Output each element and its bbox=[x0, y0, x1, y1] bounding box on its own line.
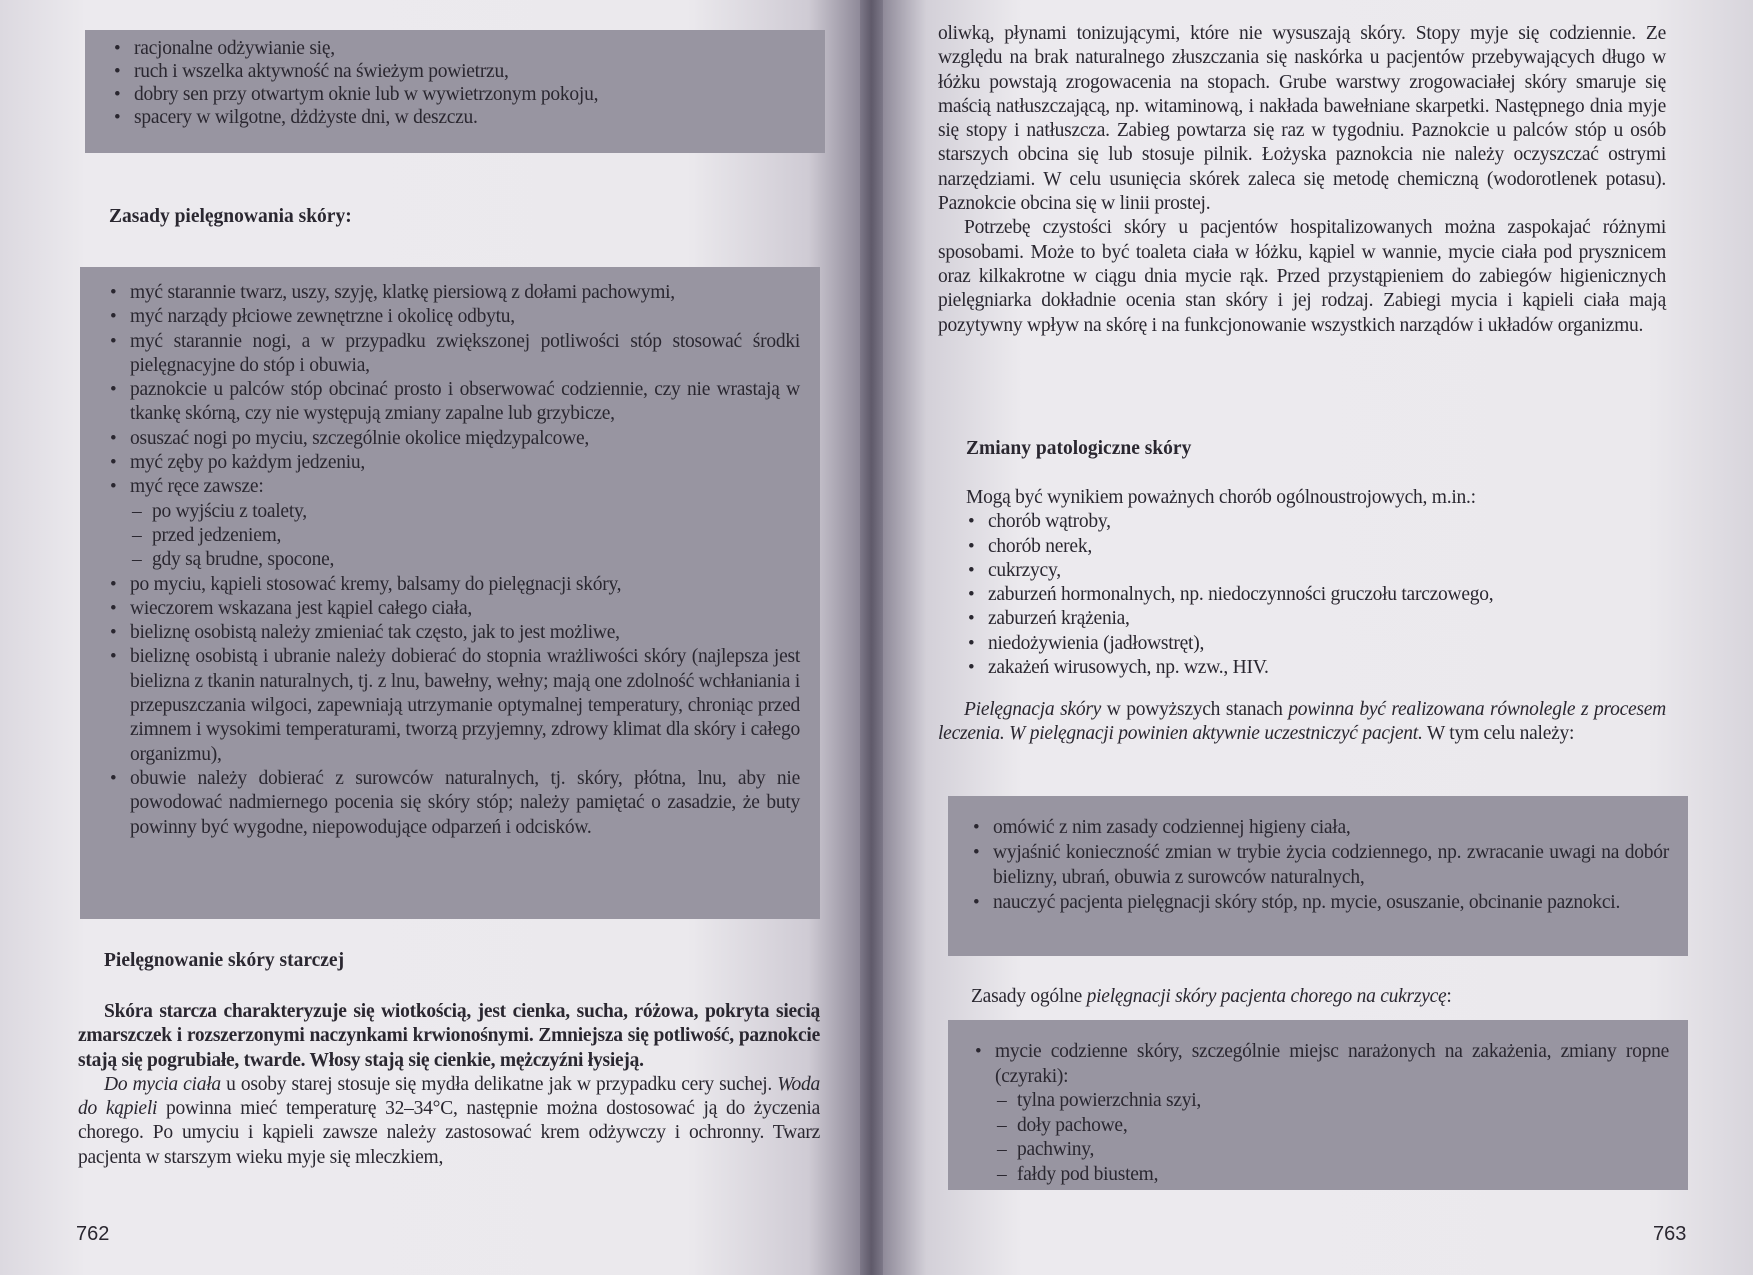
list-item: • nauczyć pacjenta pielęgnacji skóry stóp, np. mycie, osuszanie, obcinanie paznokci. bbox=[969, 890, 1669, 915]
skin-care-list bbox=[106, 281, 800, 840]
list-item: – przed jedzeniem, bbox=[130, 524, 800, 548]
page-number-right: 763 bbox=[1653, 1223, 1687, 1245]
right-page bbox=[883, 0, 1753, 1275]
patho-section bbox=[966, 486, 1666, 680]
elderly-section bbox=[78, 1000, 820, 1170]
care-paragraph: Pielęgnacja skóry w powyższych stanach powinna być realizowana równolegle z procesem leczenia. W pielęgnacji powinien aktywnie uczestniczyć pacjent. W tym celu należy: bbox=[938, 699, 1666, 745]
list-item: – fałdy pod biustem, bbox=[995, 1163, 1669, 1188]
list-item: • bieliznę osobistą należy zmieniać tak często, jak to jest możliwe, bbox=[106, 621, 800, 645]
list-item: • myć zęby po każdym jedzeniu, bbox=[106, 451, 800, 475]
list-item: • osuszać nogi po myciu, szczególnie okolice międzypalcowe, bbox=[106, 427, 800, 451]
page-number-left: 762 bbox=[76, 1223, 110, 1245]
list-item: – po wyjściu z toalety, bbox=[130, 500, 800, 524]
list-item: • myć starannie twarz, uszy, szyję, klatkę piersiową z dołami pachowymi, bbox=[106, 281, 800, 305]
list-item: • mycie codzienne skóry, szczególnie miejsc narażonych na zakażenia, zmiany ropne (czyraki): bbox=[971, 1040, 1669, 1089]
list-item: • ruch i wszelka aktywność na świeżym powietrzu, bbox=[110, 60, 810, 83]
list-item: • spacery w wilgotne, dżdżyste dni, w deszczu. bbox=[110, 106, 810, 129]
list-item: • bieliznę osobistą i ubranie należy dobierać do stopnia wrażliwości skóry (najlepsza jest bielizna z tkanin naturalnych, tj. z lnu, bawełny, wełny; mają one zdolność wchłaniania i przepuszczania wilgoci, zapewniają utrzymanie optymalnej temperatury, chroniąc przed zimnem i wysokimi temperaturami, tworzą przyjemny, zdrowy klimat dla skóry i całego organizmu), bbox=[106, 645, 800, 766]
list-item: • zaburzeń krążenia, bbox=[964, 607, 1666, 631]
care-list bbox=[969, 815, 1669, 915]
list-item: • racjonalne odżywianie się, bbox=[110, 37, 810, 60]
list-item: • obuwie należy dobierać z surowców naturalnych, tj. skóry, płótna, lnu, aby nie powodować nadmiernego pocenia się skóry stóp; należy pamiętać o zasadzie, że buty powinny być wygodne, niepowodujące odparzeń i odcisków. bbox=[106, 767, 800, 840]
skin-care-heading: Zasady pielęgnowania skóry: bbox=[109, 206, 352, 227]
list-item: • chorób nerek, bbox=[964, 535, 1666, 559]
diabetes-list bbox=[971, 1040, 1669, 1187]
list-item: • dobry sen przy otwartym oknie lub w wywietrzonym pokoju, bbox=[110, 83, 810, 106]
list-item: • zakażeń wirusowych, np. wzw., HIV. bbox=[964, 656, 1666, 680]
list-item: • paznokcie u palców stóp obcinać prosto i obserwować codziennie, czy nie wrastają w tkankę skórną, czy nie występują zmiany zapalne lub grzybicze, bbox=[106, 378, 800, 427]
list-item: • omówić z nim zasady codziennej higieny ciała, bbox=[969, 815, 1669, 840]
right-intro bbox=[938, 22, 1666, 338]
list-item: • zaburzeń hormonalnych, np. niedoczynności gruczołu tarczowego, bbox=[964, 583, 1666, 607]
list-item: • wieczorem wskazana jest kąpiel całego ciała, bbox=[106, 597, 800, 621]
list-item: • myć ręce zawsze: bbox=[106, 475, 800, 499]
elderly-bold-paragraph: Skóra starcza charakteryzuje się wiotkością, jest cienka, sucha, różowa, pokryta siecią zmarszczek i rozszerzonymi naczynkami krwionośnymi. Zmniejsza się potliwość, paznokcie stają się pogrubiałe, twarde. Włosy stają się cienkie, mężczyźni łysieją. bbox=[78, 1001, 820, 1071]
list-item: – tylna powierzchnia szyi, bbox=[995, 1089, 1669, 1114]
list-item: • myć narządy płciowe zewnętrzne i okolicę odbytu, bbox=[106, 305, 800, 329]
foot-care-paragraph: oliwką, płynami tonizującymi, które nie wysuszają skóry. Stopy myje się codziennie. Ze względu na brak naturalnego złuszczania się naskórka u pacjentów przebywających długo w łóżku powstają zrogowacenia na stopach. Grube warstwy zrogowaciałej skóry smaruje się maścią natłuszczającą, np. witaminową, i nakłada bawełniane skarpetki. Następnego dnia myje się stopy i natłuszcza. Zabieg powtarza się raz w tygodniu. Paznokcie u palców stóp u osób starszych obcina się lub stosuje pilnik. Łożyska paznokcia nie należy oczyszczać ostrymi narzędziami. W celu usunięcia skórek zaleca się metodę chemiczną (wodorotlenek potasu). Paznokcie obcina się w linii prostej. bbox=[938, 23, 1666, 215]
list-item: – doły pachowe, bbox=[995, 1114, 1669, 1139]
list-item: – gdy są brudne, spocone, bbox=[130, 548, 800, 572]
elderly-paragraph: Do mycia ciała u osoby starej stosuje się mydła delikatne jak w przypadku cery suchej. Woda do kąpieli powinna mieć temperaturę 32–34°C, następnie można dostosować ją do życzenia chorego. Po umyciu i kąpieli zawsze należy zastosować krem odżywczy i ochronny. Twarz pacjenta w starszym wieku myje się mleczkiem, bbox=[78, 1073, 821, 1168]
list-item: – pachwiny, bbox=[995, 1138, 1669, 1163]
patho-intro: Mogą być wynikiem poważnych chorób ogólnoustrojowych, m.in.: bbox=[966, 487, 1476, 508]
hygiene-paragraph: Potrzebę czystości skóry u pacjentów hospitalizowanych można zaspokajać różnymi sposobami. Może to być toaleta ciała w łóżku, kąpiel w wannie, mycie ciała pod prysznicem oraz kilkakrotne w ciągu dnia mycie rąk. Przed przystąpieniem do zabiegów higienicznych pielęgniarka dokładnie ocenia stan skóry i jej rodzaj. Zabiegi mycia i kąpieli ciała mają pozytywny wpływ na skórę i na funkcjonowanie wszystkich narządów i układów organizmu. bbox=[938, 217, 1666, 336]
patho-heading: Zmiany patologiczne skóry bbox=[966, 438, 1192, 459]
left-page bbox=[0, 0, 860, 1275]
list-item: • chorób wątroby, bbox=[964, 510, 1666, 534]
elderly-heading: Pielęgnowanie skóry starczej bbox=[104, 950, 345, 971]
book-gutter bbox=[860, 0, 883, 1275]
list-item: • po myciu, kąpieli stosować kremy, balsamy do pielęgnacji skóry, bbox=[106, 573, 800, 597]
list-item: • wyjaśnić konieczność zmian w trybie życia codziennego, np. zwracanie uwagi na dobór bielizny, ubrań, obuwia z surowców naturalnych, bbox=[969, 840, 1669, 890]
list-item: • niedożywienia (jadłowstręt), bbox=[964, 632, 1666, 656]
list-item: • myć starannie nogi, a w przypadku zwiększonej potliwości stóp stosować środki pielęgnacyjne do stóp i obuwia, bbox=[106, 330, 800, 379]
top-list bbox=[110, 37, 810, 129]
diabetes-intro: Zasady ogólne pielęgnacji skóry pacjenta chorego na cukrzycę: bbox=[971, 986, 1452, 1007]
list-item: • cukrzycy, bbox=[964, 559, 1666, 583]
